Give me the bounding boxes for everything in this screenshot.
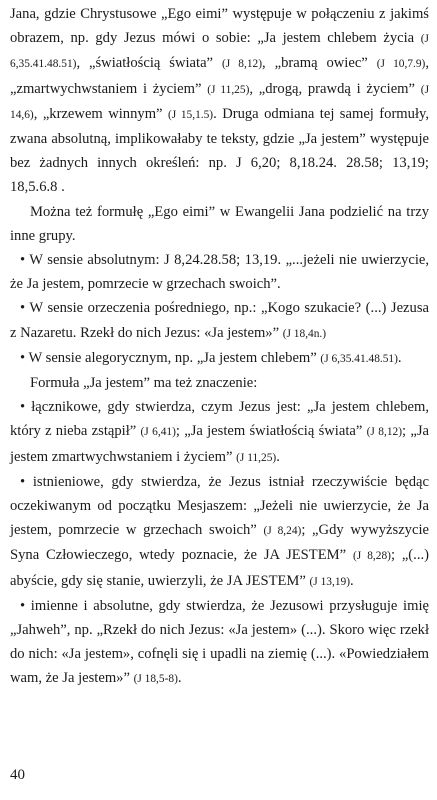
bible-reference: (J 11,25) (236, 451, 277, 464)
paragraph (10, 200, 429, 248)
bible-reference: (J 8,12) (221, 58, 263, 71)
text-run: • W sensie alegorycznym, np. „Ja jestem chlebem” (20, 349, 321, 366)
bullet-paragraph (10, 346, 429, 371)
text-run: . Druga odmiana tej samej formuły, zwana absolutną, implikowałaby te teksty, gdzie „Ja jestem” występuje bez żadnych innych określeń: np. J 6,20; 8,18.24. 28.58; 13,19; 18,5.6.8 . (10, 105, 429, 196)
bible-reference: (J 13,19) (309, 575, 351, 588)
text-run: . (397, 349, 402, 366)
bible-reference: (J 6,35.41.48.51) (320, 352, 398, 365)
bible-reference: (J 18,4n.) (282, 327, 327, 340)
bullet-paragraph (10, 248, 429, 296)
text-run: , „krzewem winnym” (33, 105, 168, 122)
text-run: , „drogą, prawdą i życiem” (249, 80, 421, 97)
text-run: . (177, 670, 182, 687)
text-run: , „zmartwychwstaniem i życiem” (10, 55, 429, 97)
bible-reference: (J 6,41) (140, 426, 176, 439)
text-run: Formuła „Ja jestem” ma też znaczenie: (30, 375, 258, 392)
text-run: • istnieniowe, gdy stwierdza, że Jezus istniał rzeczywiście będąc oczekiwanym od początku Mesjaszem: „Jeżeli nie uwierzycie, że Ja jestem, pomrzecie w grzechach swoich” (10, 473, 429, 539)
text-run: ; „Gdy wywyższycie Syna Człowieczego, wtedy poznacie, że JA JESTEM” (10, 522, 429, 564)
text-run: • W sensie orzeczenia pośredniego, np.: „Kogo szukacie? (...) Jezusa z Nazaretu. Rzekł do nich Jezus: «Ja jestem»” (10, 300, 429, 341)
paragraph (10, 2, 429, 200)
text-run: ; „(...) abyście, gdy się stanie, uwierzyli, że JA JESTEM” (10, 547, 429, 589)
text-run: • imienne i absolutne, gdy stwierdza, że Jezusowi przysługuje imię „Jahweh”, np. „Rzekł do nich Jezus: «Ja jestem» (...). Skoro więc rzekł do nich: «Ja jestem», cofnęli się i upadli na ziemię (...). «Powiedziałem wam, że Ja jestem»” (10, 597, 429, 687)
bullet-paragraph (10, 296, 429, 345)
text-run: ; „Ja jestem zmartwychwstaniem i życiem” (10, 423, 429, 465)
paragraph (10, 371, 429, 395)
text-run: ; „Ja jestem światłością świata” (175, 423, 367, 440)
bible-reference: (J 14,6) (10, 83, 430, 121)
bullet-paragraph (10, 470, 429, 594)
bible-reference: (J 8,24) (263, 525, 302, 538)
text-run: Jana, gdzie Chrystusowe „Ego eimi” występuje w połączeniu z jakimś obrazem, np. gdy Jezus mówi o sobie: „Ja jestem chlebem życia (10, 6, 429, 47)
page-number: 40 (10, 767, 25, 783)
text-run: . (276, 448, 280, 465)
bible-reference: (J 18,5-8) (133, 673, 178, 686)
text-run: • łącznikowe, gdy stwierdza, czym Jezus jest: „Ja jestem chlebem, który z nieba zstąpił” (10, 399, 429, 440)
text-run: • W sensie absolutnym: J 8,24.28.58; 13,19. „...jeżeli nie uwierzycie, że Ja jestem, pomrzecie w grzechach swoich”. (10, 252, 429, 293)
bible-reference: (J 10,7.9) (376, 58, 426, 71)
bible-reference: (J 8,12) (366, 426, 403, 439)
text-run: , „światłością świata” (76, 55, 222, 72)
bullet-paragraph (10, 594, 429, 692)
bullet-paragraph (10, 395, 429, 470)
page-body-text (10, 2, 429, 692)
bible-reference: (J 11,25) (207, 83, 250, 96)
text-run: Można też formułę „Ego eimi” w Ewangelii Jana podzielić na trzy inne grupy. (10, 203, 429, 244)
text-run: , „bramą owiec” (262, 55, 377, 72)
text-run: . (350, 572, 354, 589)
bible-reference: (J 6,35.41.48.51) (10, 33, 429, 71)
bible-reference: (J 15,1.5) (167, 108, 214, 121)
bible-reference: (J 8,28) (352, 550, 391, 563)
